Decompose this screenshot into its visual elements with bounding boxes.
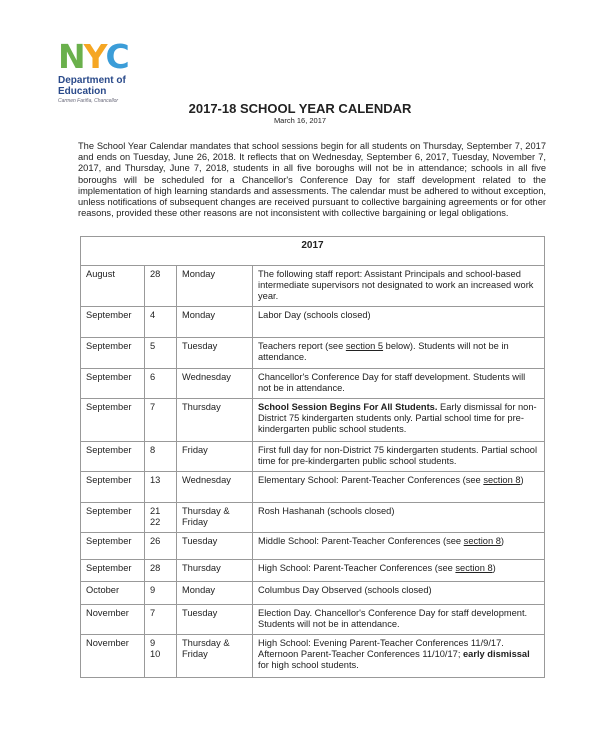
weekday-cell: Thursday bbox=[177, 399, 253, 442]
description-cell bbox=[253, 533, 545, 560]
intro-paragraph: The School Year Calendar mandates that school sessions begin for all students on Thursday, September 7, 2017 and ends on Tuesday, June 26, 2018. It reflects that on Wednesday, September 6, 2017, Tuesday, November 7, 2017, and Thursday, June 7, 2018, students in all five boroughs will not be in attendance; schools in all five boroughs will be scheduled for a Chancellor's Conference Day for staff development related to the implementation of high learning standards and assessments. The calendar must be adhered to without exception, unless notifications of subsequent changes are received pursuant to collective bargaining agreements or for other reasons, provided these other reasons are not inconsistent with collective bargaining or legal obligations. bbox=[78, 141, 546, 219]
weekday-cell: Tuesday bbox=[177, 533, 253, 560]
month-cell: September bbox=[81, 533, 145, 560]
description-text: Chancellor's Conference Day for staff development. Students will not be in attendance. bbox=[258, 372, 526, 393]
logo-education: Education bbox=[58, 86, 107, 97]
description-text: ) bbox=[500, 536, 504, 546]
table-row bbox=[81, 533, 545, 560]
table-row bbox=[81, 560, 545, 582]
description-text: High School: Evening Parent-Teacher Conferences 11/9/17. Afternoon Parent-Teacher Conferences 11/10/17; bbox=[258, 638, 504, 659]
weekday-cell: Thursday & Friday bbox=[177, 635, 253, 678]
weekday-cell: Tuesday bbox=[177, 338, 253, 369]
description-cell bbox=[253, 560, 545, 582]
description-cell bbox=[253, 605, 545, 635]
description-text: High School: Parent-Teacher Conferences (see bbox=[258, 563, 456, 573]
day-cell: 7 bbox=[145, 605, 177, 635]
table-row bbox=[81, 369, 545, 399]
nyc-doe-logo bbox=[58, 37, 158, 104]
description-text: School Session Begins For All Students. bbox=[258, 402, 438, 412]
day-cell: 8 bbox=[145, 442, 177, 472]
table-row bbox=[81, 635, 545, 678]
month-cell: September bbox=[81, 442, 145, 472]
day-cell: 26 bbox=[145, 533, 177, 560]
description-cell bbox=[253, 369, 545, 399]
description-cell bbox=[253, 582, 545, 605]
section-link[interactable]: section 8 bbox=[483, 475, 521, 485]
day-cell: 7 bbox=[145, 399, 177, 442]
weekday-cell: Wednesday bbox=[177, 472, 253, 503]
logo-chancellor: Carmen Fariña, Chancellor bbox=[58, 98, 119, 104]
day-cell: 13 bbox=[145, 472, 177, 503]
table-row bbox=[81, 338, 545, 369]
day-cell: 28 bbox=[145, 560, 177, 582]
description-cell bbox=[253, 472, 545, 503]
description-cell bbox=[253, 503, 545, 533]
logo-letter: N bbox=[58, 37, 84, 76]
day-cell: 4 bbox=[145, 307, 177, 338]
weekday-cell: Friday bbox=[177, 442, 253, 472]
description-text: Early dismissal for non-District 75 kindergarten students only. Partial school time for pre-kindergarten public school students. bbox=[258, 402, 537, 434]
day-cell: 9 10 bbox=[145, 635, 177, 678]
description-text: Teachers report (see bbox=[258, 341, 346, 351]
description-text: The following staff report: Assistant Principals and school-based intermediate supervisors not designated to work an increased work year. bbox=[258, 269, 534, 301]
description-text: Columbus Day Observed (schools closed) bbox=[258, 585, 432, 595]
table-row bbox=[81, 307, 545, 338]
calendar-table bbox=[80, 236, 545, 678]
weekday-cell: Monday bbox=[177, 266, 253, 307]
month-cell: September bbox=[81, 399, 145, 442]
section-link[interactable]: section 8 bbox=[463, 536, 501, 546]
month-cell: September bbox=[81, 307, 145, 338]
day-cell: 5 bbox=[145, 338, 177, 369]
month-cell: August bbox=[81, 266, 145, 307]
month-cell: September bbox=[81, 369, 145, 399]
table-row bbox=[81, 582, 545, 605]
weekday-cell: Tuesday bbox=[177, 605, 253, 635]
logo-letter: C bbox=[105, 37, 128, 76]
logo-dept: Department of bbox=[58, 75, 126, 86]
description-text: ) bbox=[520, 475, 524, 485]
description-cell bbox=[253, 266, 545, 307]
day-cell: 28 bbox=[145, 266, 177, 307]
document-title: 2017-18 SCHOOL YEAR CALENDAR bbox=[188, 101, 412, 116]
month-cell: September bbox=[81, 338, 145, 369]
description-text: for high school students. bbox=[258, 660, 359, 670]
table-row bbox=[81, 503, 545, 533]
month-cell: September bbox=[81, 472, 145, 503]
logo-letter: Y bbox=[83, 37, 106, 76]
description-text: Labor Day (schools closed) bbox=[258, 310, 371, 320]
day-cell: 9 bbox=[145, 582, 177, 605]
table-row bbox=[81, 442, 545, 472]
weekday-cell: Wednesday bbox=[177, 369, 253, 399]
nyc-logo-letters bbox=[58, 37, 158, 76]
month-cell: September bbox=[81, 560, 145, 582]
weekday-cell: Monday bbox=[177, 582, 253, 605]
weekday-cell: Thursday bbox=[177, 560, 253, 582]
month-cell: November bbox=[81, 635, 145, 678]
day-cell: 6 bbox=[145, 369, 177, 399]
description-text: First full day for non-District 75 kindergarten students. Partial school time for pre-kindergarten public school students. bbox=[258, 445, 538, 466]
table-row bbox=[81, 605, 545, 635]
description-cell bbox=[253, 399, 545, 442]
table-row bbox=[81, 266, 545, 307]
table-row bbox=[81, 399, 545, 442]
section-link[interactable]: section 5 bbox=[345, 341, 384, 351]
month-cell: October bbox=[81, 582, 145, 605]
description-cell bbox=[253, 338, 545, 369]
description-cell bbox=[253, 442, 545, 472]
description-text: ) bbox=[492, 563, 496, 573]
weekday-cell: Monday bbox=[177, 307, 253, 338]
description-text: below). Students will not be in attendance. bbox=[258, 341, 509, 362]
month-cell: September bbox=[81, 503, 145, 533]
description-cell bbox=[253, 307, 545, 338]
section-link[interactable]: section 8 bbox=[455, 563, 493, 573]
month-cell: November bbox=[81, 605, 145, 635]
description-cell bbox=[253, 635, 545, 678]
weekday-cell: Thursday & Friday bbox=[177, 503, 253, 533]
description-text: Elementary School: Parent-Teacher Conferences (see bbox=[258, 475, 484, 485]
year-header: 2017 bbox=[81, 237, 545, 266]
description-text: Rosh Hashanah (schools closed) bbox=[258, 506, 395, 516]
day-cell: 21 22 bbox=[145, 503, 177, 533]
description-text: early dismissal bbox=[463, 649, 530, 659]
document-date: March 16, 2017 bbox=[273, 116, 327, 125]
description-text: Election Day. Chancellor's Conference Day for staff development. Students will not be in attendance. bbox=[258, 608, 528, 629]
description-text: Middle School: Parent-Teacher Conferences (see bbox=[258, 536, 464, 546]
table-row bbox=[81, 472, 545, 503]
